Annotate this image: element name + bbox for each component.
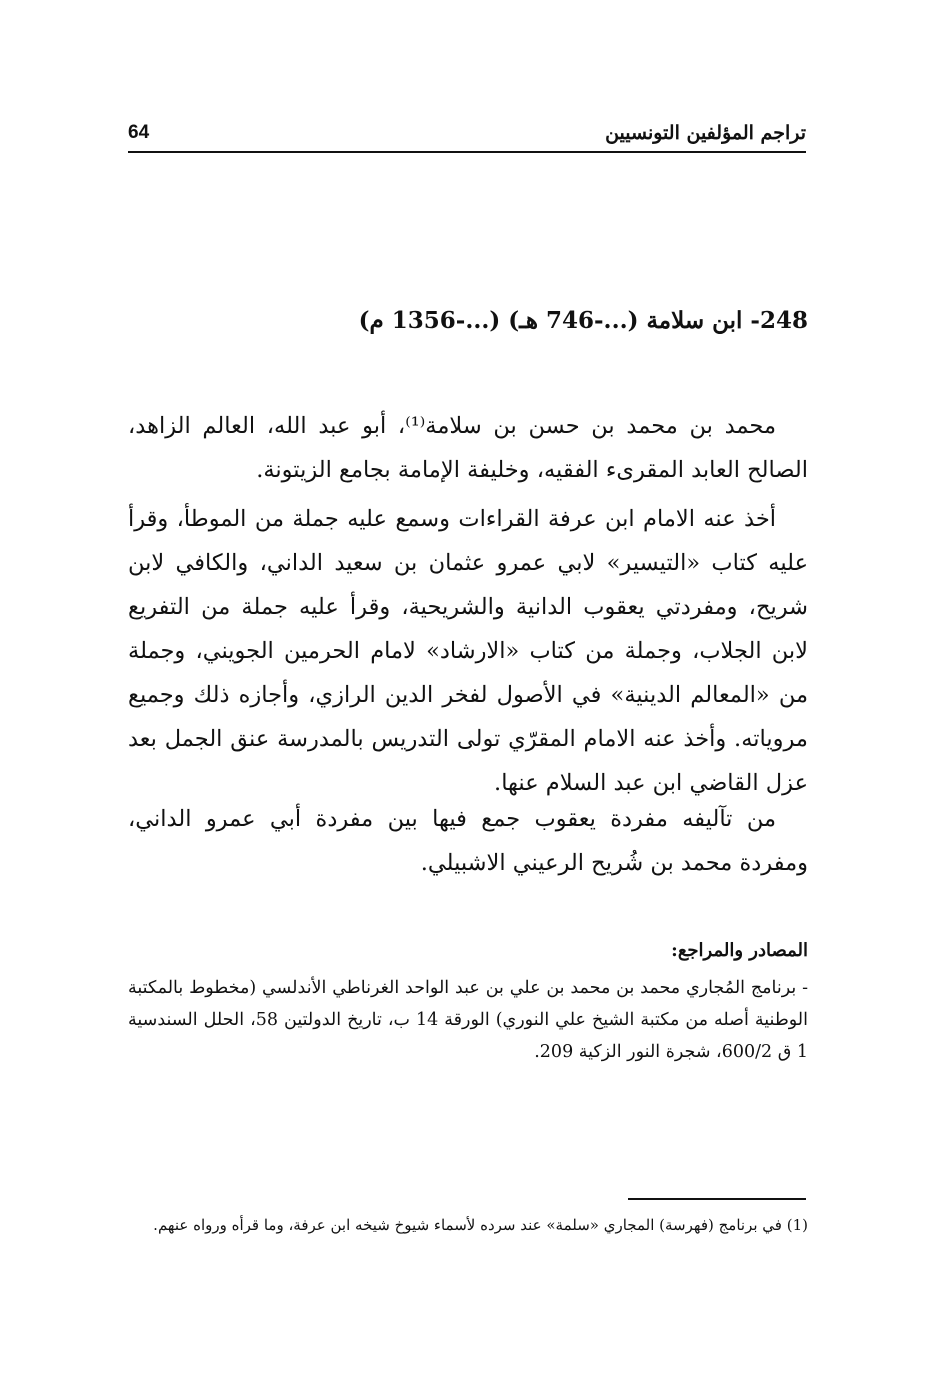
running-header	[128, 122, 806, 152]
header-rule	[128, 151, 806, 153]
footnote-rule	[628, 1198, 806, 1200]
footnote: (1) في برنامج (فهرسة) المجاري «سلمة» عند سرده لأسماء شيوخ شيخه ابن عرفة، وما قرأه ورواه عنهم.	[153, 1216, 808, 1234]
reference-item: - برنامج المُجاري محمد بن محمد بن علي بن عبد الواحد الغرناطي الأندلسي (مخطوط بالمكتبة الوطنية أصله من مكتبة الشيخ علي النوري) الورقة 14 ب، تاريخ الدولتين 58، الحلل السندسية 1 ق 600/2، شجرة النور الزكية 209.	[128, 978, 808, 1062]
paragraph-works	[128, 797, 808, 885]
references-section	[128, 936, 808, 1068]
paragraph-text: من تآليفه مفردة يعقوب جمع فيها بين مفردة أبي عمرو الداني، ومفردة محمد بن شُريح الرعيني الاشبيلي.	[128, 806, 808, 876]
paragraph-text: محمد بن محمد بن حسن بن سلامة⁽¹⁾، أبو عبد الله، العالم الزاهد، الصالح العابد المقرىء الفقيه، وخليفة الإمامة بجامع الزيتونة.	[128, 413, 808, 483]
page-number: 64	[128, 122, 150, 143]
paragraph-studies	[128, 497, 808, 805]
paragraph-text: أخذ عنه الامام ابن عرفة القراءات وسمع عليه جملة من الموطأ، وقرأ عليه كتاب «التيسير» لابي عمرو عثمان بن سعيد الداني، والكافي لابن شريح، ومفردتي يعقوب الدانية والشريحية، وقرأ عليه جملة من التفريع لابن الجلاب، وجملة من كتاب «الارشاد» لامام الحرمين الجويني، وجملة من «المعالم الدينية» في الأصول لفخر الدين الرازي، وأجازه ذلك وجميع مروياته. وأخذ عنه الامام المقرّي تولى التدريس بالمدرسة عنق الجمل بعد عزل القاضي ابن عبد السلام عنها.	[128, 506, 808, 796]
paragraph-biography	[128, 404, 808, 492]
entry-title: 248- ابن سلامة (...-746 هـ) (...-1356 م)	[358, 307, 808, 334]
references-heading: المصادر والمراجع:	[671, 940, 808, 961]
book-title: تراجم المؤلفين التونسيين	[605, 122, 806, 144]
